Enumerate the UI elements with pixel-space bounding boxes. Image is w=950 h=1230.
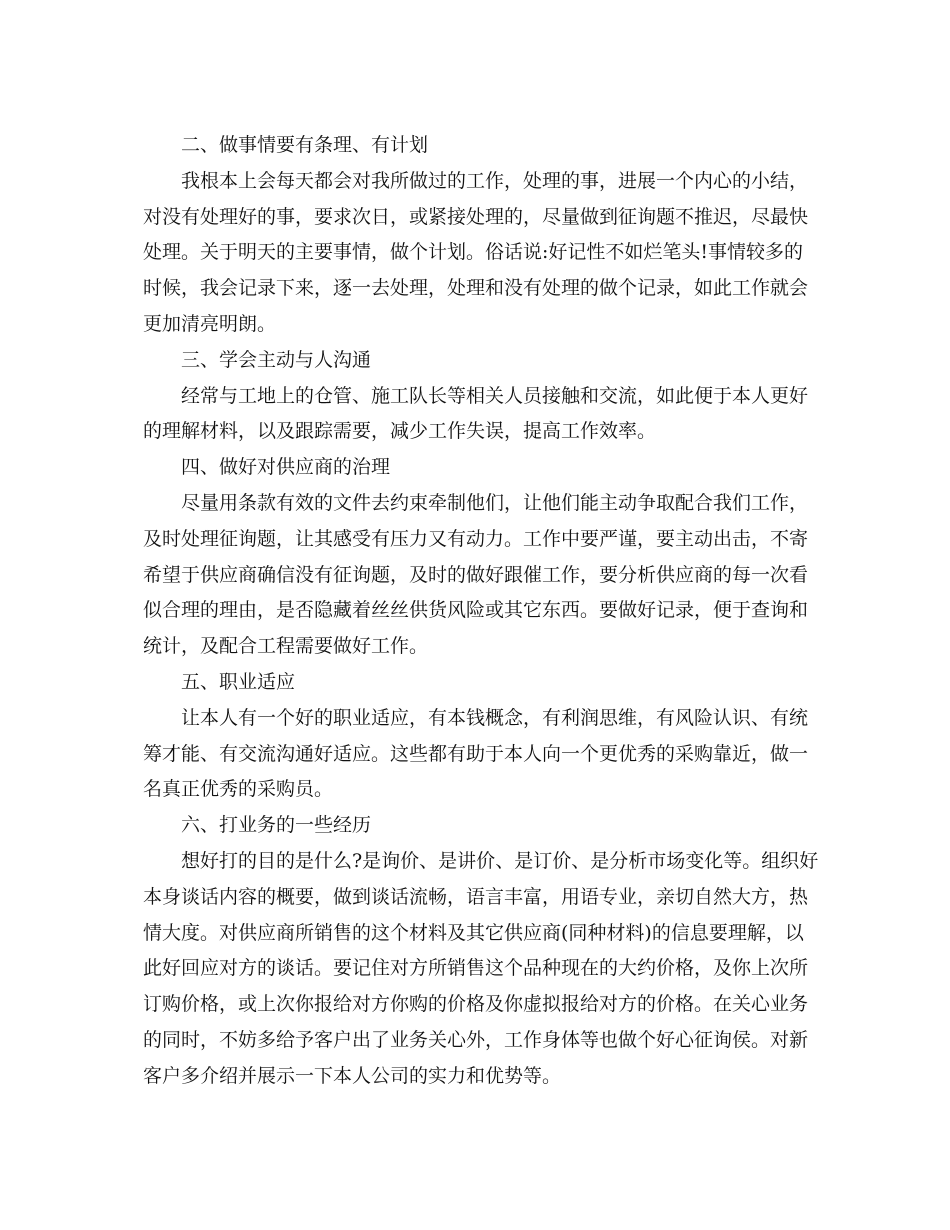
paragraph-line: 订购价格，或上次你报给对方你购的价格及你虚拟报给对方的价格。在关心业务 bbox=[143, 993, 809, 1016]
paragraph-line: 经常与工地上的仓管、施工队长等相关人员接触和交流，如此便于本人更好 bbox=[181, 384, 809, 407]
document-body bbox=[143, 128, 819, 1095]
paragraph-line: 名真正优秀的采购员。 bbox=[143, 778, 334, 801]
section-heading: 二、做事情要有条理、有计划 bbox=[181, 134, 429, 156]
paragraph-line: 本身谈话内容的概要，做到谈话流畅，语言丰富，用语专业，亲切自然大方，热 bbox=[143, 885, 809, 908]
paragraph-line: 及时处理征询题，让其感受有压力又有动力。工作中要严谨，要主动出击，不寄 bbox=[143, 527, 809, 550]
paragraph-line: 更加清亮明朗。 bbox=[143, 312, 277, 335]
paragraph-line: 筹才能、有交流沟通好适应。这些都有助于本人向一个更优秀的采购靠近，做一 bbox=[143, 742, 809, 765]
paragraph-line: 让本人有一个好的职业适应，有本钱概念，有利润思维，有风险认识、有统 bbox=[181, 706, 809, 729]
paragraph-line: 的理解材料，以及跟踪需要，减少工作失误，提高工作效率。 bbox=[143, 420, 657, 443]
section-heading: 六、打业务的一些经历 bbox=[181, 814, 372, 837]
paragraph-line: 情大度。对供应商所销售的这个材料及其它供应商(同种材料)的信息要理解，以 bbox=[143, 921, 804, 944]
paragraph-line: 的同时，不妨多给予客户出了业务关心外，工作身体等也做个好心征询侯。对新 bbox=[143, 1028, 809, 1051]
paragraph-line: 对没有处理好的事，要求次日，或紧接处理的，尽量做到征询题不推迟，尽最快 bbox=[143, 205, 809, 228]
paragraph-line: 想好打的目的是什么?是询价、是讲价、是订价、是分析市场变化等。组织好 bbox=[181, 849, 819, 872]
paragraph-line: 处理。关于明天的主要事情，做个计划。俗话说:好记性不如烂笔头!事情较多的 bbox=[143, 241, 804, 264]
section-heading: 三、学会主动与人沟通 bbox=[181, 348, 372, 371]
paragraph-line: 客户多介绍并展示一下本人公司的实力和优势等。 bbox=[143, 1064, 562, 1087]
section-heading: 五、职业适应 bbox=[181, 670, 296, 693]
paragraph-line: 似合理的理由，是否隐藏着丝丝供货风险或其它东西。要做好记录，便于查询和 bbox=[143, 599, 809, 622]
paragraph-line: 此好回应对方的谈话。要记住对方所销售这个品种现在的大约价格，及你上次所 bbox=[143, 957, 809, 980]
paragraph-line: 我根本上会每天都会对我所做过的工作，处理的事，进展一个内心的小结， bbox=[181, 169, 809, 192]
paragraph-line: 尽量用条款有效的文件去约束牵制他们，让他们能主动争取配合我们工作， bbox=[181, 491, 809, 514]
paragraph-line: 时候，我会记录下来，逐一去处理，处理和没有处理的做个记录，如此工作就会 bbox=[143, 277, 809, 300]
paragraph-line: 统计，及配合工程需要做好工作。 bbox=[143, 635, 429, 658]
section-heading: 四、做好对供应商的治理 bbox=[181, 456, 391, 479]
paragraph-line: 希望于供应商确信没有征询题，及时的做好跟催工作，要分析供应商的每一次看 bbox=[143, 563, 809, 586]
